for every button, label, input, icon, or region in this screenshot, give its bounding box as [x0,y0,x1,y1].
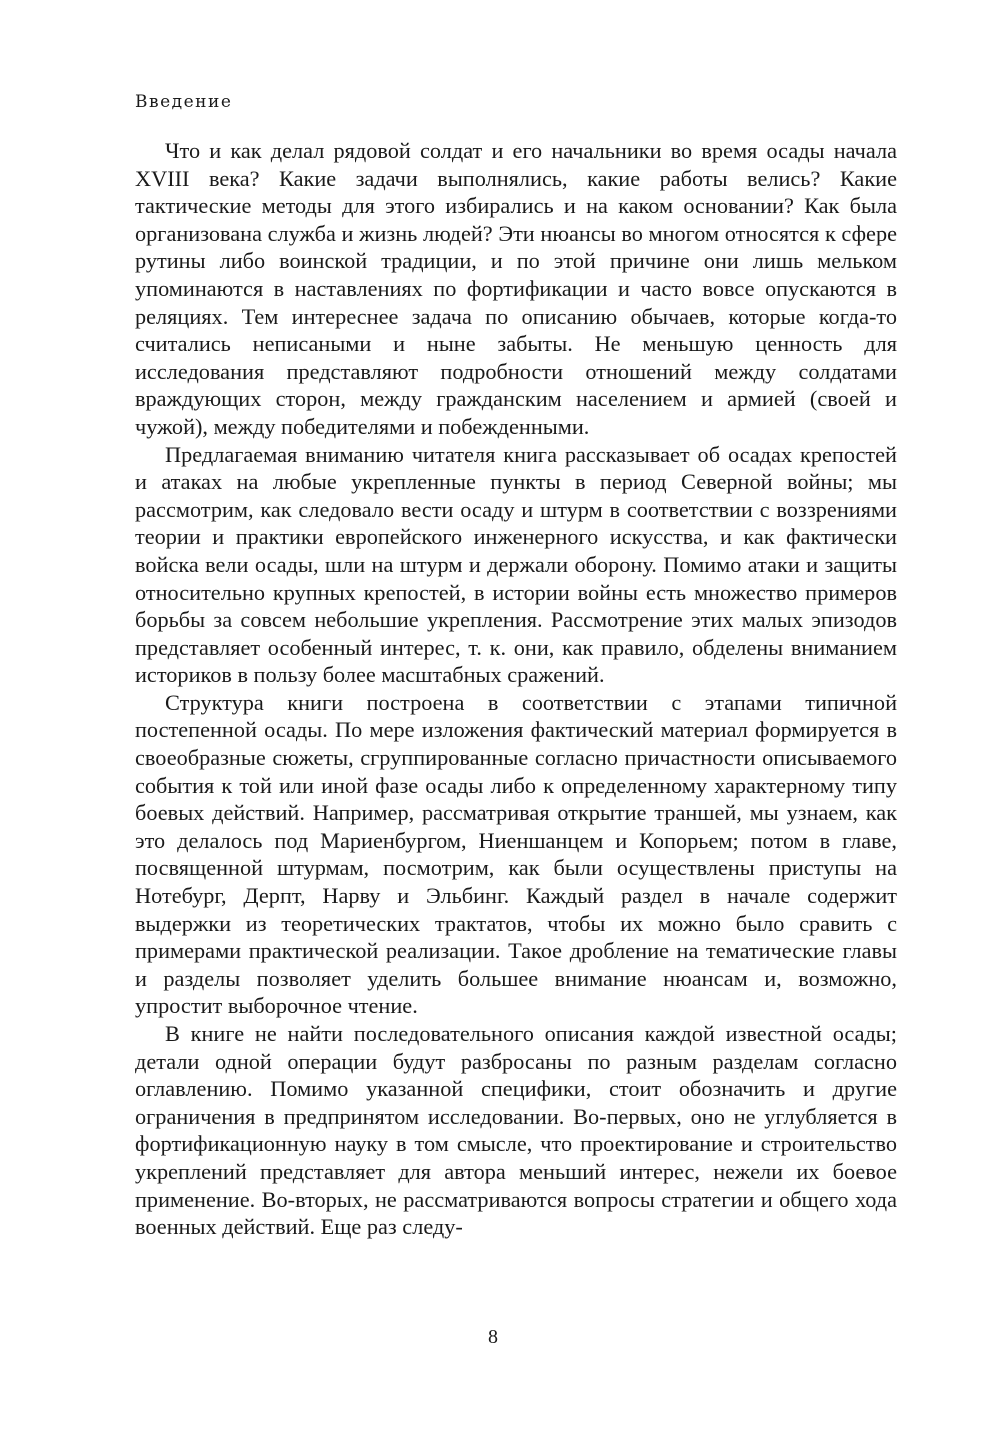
paragraph: Предлагаемая вниманию читателя книга рассказывает об осадах крепостей и атаках на любые укрепленные пункты в период Северной войны; мы рассмотрим, как следовало вести осаду и штурм в соответствии с воззрениями теории и практики европейского инженерного искусства, и как фактически войска вели осады, шли на штурм и держали оборону. Помимо атаки и защиты относительно крупных крепостей, в истории войны есть множество примеров борьбы за совсем небольшие укрепления. Рассмотрение этих малых эпизодов представляет особенный интерес, т. к. они, как правило, обделены вниманием историков в пользу более масштабных сражений. [135,441,897,688]
paragraph: Структура книги построена в соответствии с этапами типичной постепенной осады. По мере изложения фактический материал формируется в своеобразные сюжеты, сгруппированные согласно причастности описываемого события к той или иной фазе осады либо к определенному характерному типу боевых действий. Например, рассматривая открытие траншей, мы узнаем, как это делалось под Мариенбургом, Ниеншанцем и Копорьем; потом в главе, посвященной штурмам, посмотрим, как были осуществлены приступы на Нотебург, Дерпт, Нарву и Эльбинг. Каждый раздел в начале содержит выдержки из теоретических трактатов, чтобы их можно было сравить с примерами практической реализации. Такое дробление на тематические главы и разделы позволяет уделить большее внимание нюансам и, возможно, упростит выборочное чтение. [135,689,897,1019]
body-text [135,137,897,1241]
paragraph: Что и как делал рядовой солдат и его начальники во время осады начала XVIII века? Какие задачи выполнялись, какие работы велись? Какие тактические методы для этого избирались и на каком основании? Как была организована служба и жизнь людей? Эти нюансы во многом относятся к сфере рутины либо воинской традиции, и по этой причине они лишь мельком упоминаются в наставлениях по фортификации и часто вовсе опускаются в реляциях. Тем интереснее задача по описанию обычаев, которые когда-то считались неписаными и ныне забыты. Не меньшую ценность для исследования представляют подробности отношений между солдатами враждующих сторон, между гражданским населением и армией (своей и чужой), между победителями и побежденными. [135,138,897,439]
running-head: Введение [135,92,233,112]
paragraph: В книге не найти последовательного описания каждой известной осады; детали одной операции будут разбросаны по разным разделам согласно оглавлению. Помимо указанной специфики, стоит обозначить и другие ограничения в предпринятом исследовании. Во-первых, оно не углубляется в фортификационную науку в том смысле, что проектирование и строительство укреплений представляет для автора меньший интерес, нежели их боевое применение. Во-вторых, не рассматриваются вопросы стратегии и общего хода военных действий. Еще раз следу- [135,1021,897,1240]
page-number: 8 [488,1326,498,1348]
